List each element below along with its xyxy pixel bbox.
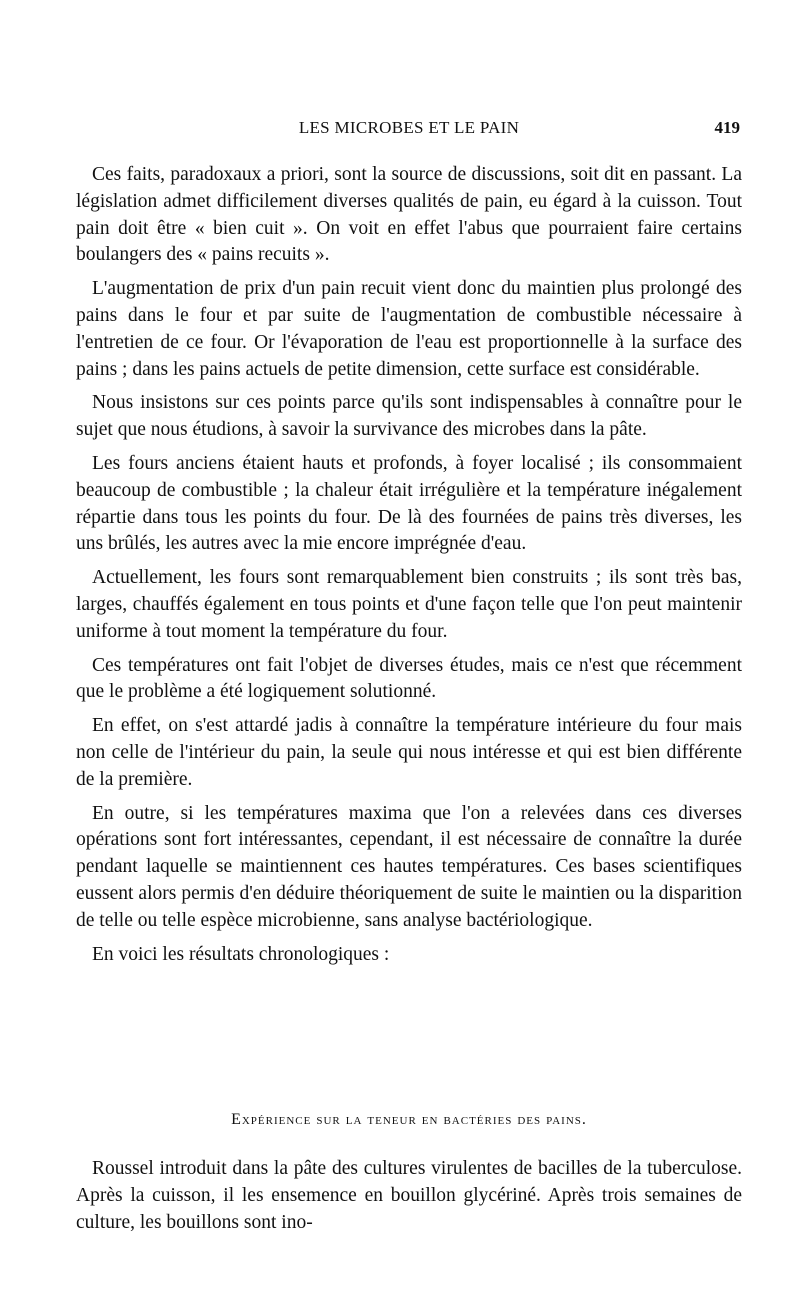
paragraph-8: En outre, si les températures maxima que l'on a relevées dans ces diverses opérations sont fort intéressantes, cependant, il est nécessaire de connaître la durée pendant laquelle se maintiennent ces hautes températures. Ces bases scientifiques eussent alors permis d'en déduire théoriquement de suite le maintien ou la disparition de telle ou telle espèce microbienne, sans analyse bactériologique. bbox=[76, 802, 742, 931]
paragraph-9: En voici les résultats chronologiques : bbox=[92, 943, 390, 965]
paragraph-2: L'augmentation de prix d'un pain recuit vient donc du maintien plus prolongé des pains dans le four et par suite de l'augmentation de combustible nécessaire à l'entretien de ce four. Or l'évaporation de l'eau est proportionnelle à la surface des pains ; dans les pains actuels de petite dimension, cette surface est considérable. bbox=[76, 278, 742, 380]
page-header bbox=[78, 118, 740, 146]
paragraph-6: Ces températures ont fait l'objet de diverses études, mais ce n'est que récemment que le problème a été logiquement solutionné. bbox=[76, 654, 742, 703]
running-title: LES MICROBES ET LE PAIN bbox=[298, 118, 520, 137]
paragraph-3: Nous insistons sur ces points parce qu'ils sont indispensables à connaître pour le sujet que nous étudions, à savoir la survivance des microbes dans la pâte. bbox=[76, 392, 742, 441]
paragraph-5: Actuellement, les fours sont remarquablement bien construits ; ils sont très bas, larges, chauffés également en tous points et d'une façon telle que l'on peut maintenir uniforme à tout moment la température du four. bbox=[76, 567, 742, 642]
paragraph-7: En effet, on s'est attardé jadis à connaître la température intérieure du four mais non celle de l'intérieur du pain, la seule qui nous intéresse et qui est bien différente de la première. bbox=[76, 715, 742, 790]
paragraph-final: Roussel introduit dans la pâte des cultures virulentes de bacilles de la tuberculose. Après la cuisson, il les ensemence en bouillon glycériné. Après trois semaines de culture, les bouillons sont ino- bbox=[76, 1158, 742, 1233]
paragraph-1: Ces faits, paradoxaux a priori, sont la source de discussions, soit dit en passant. La législation admet difficilement diverses qualités de pain, eu égard à la cuisson. Tout pain doit être « bien cuit ». On voit en effet l'abus que pourraient faire certains boulangers des « pains recuits ». bbox=[76, 164, 742, 266]
paragraph-4: Les fours anciens étaient hauts et profonds, à foyer localisé ; ils consommaient beaucoup de combustible ; la chaleur était irrégulière et la température inégalement répartie dans tous les points du four. De là des fournées de pains très diverses, les uns brûlés, les autres avec la mie encore imprégnée d'eau. bbox=[76, 452, 742, 555]
body-text bbox=[76, 162, 742, 975]
page-number: 419 bbox=[714, 118, 740, 137]
body-text-continued bbox=[76, 1156, 742, 1243]
section-heading: Expérience sur la teneur en bactéries des pains. bbox=[231, 1111, 587, 1128]
